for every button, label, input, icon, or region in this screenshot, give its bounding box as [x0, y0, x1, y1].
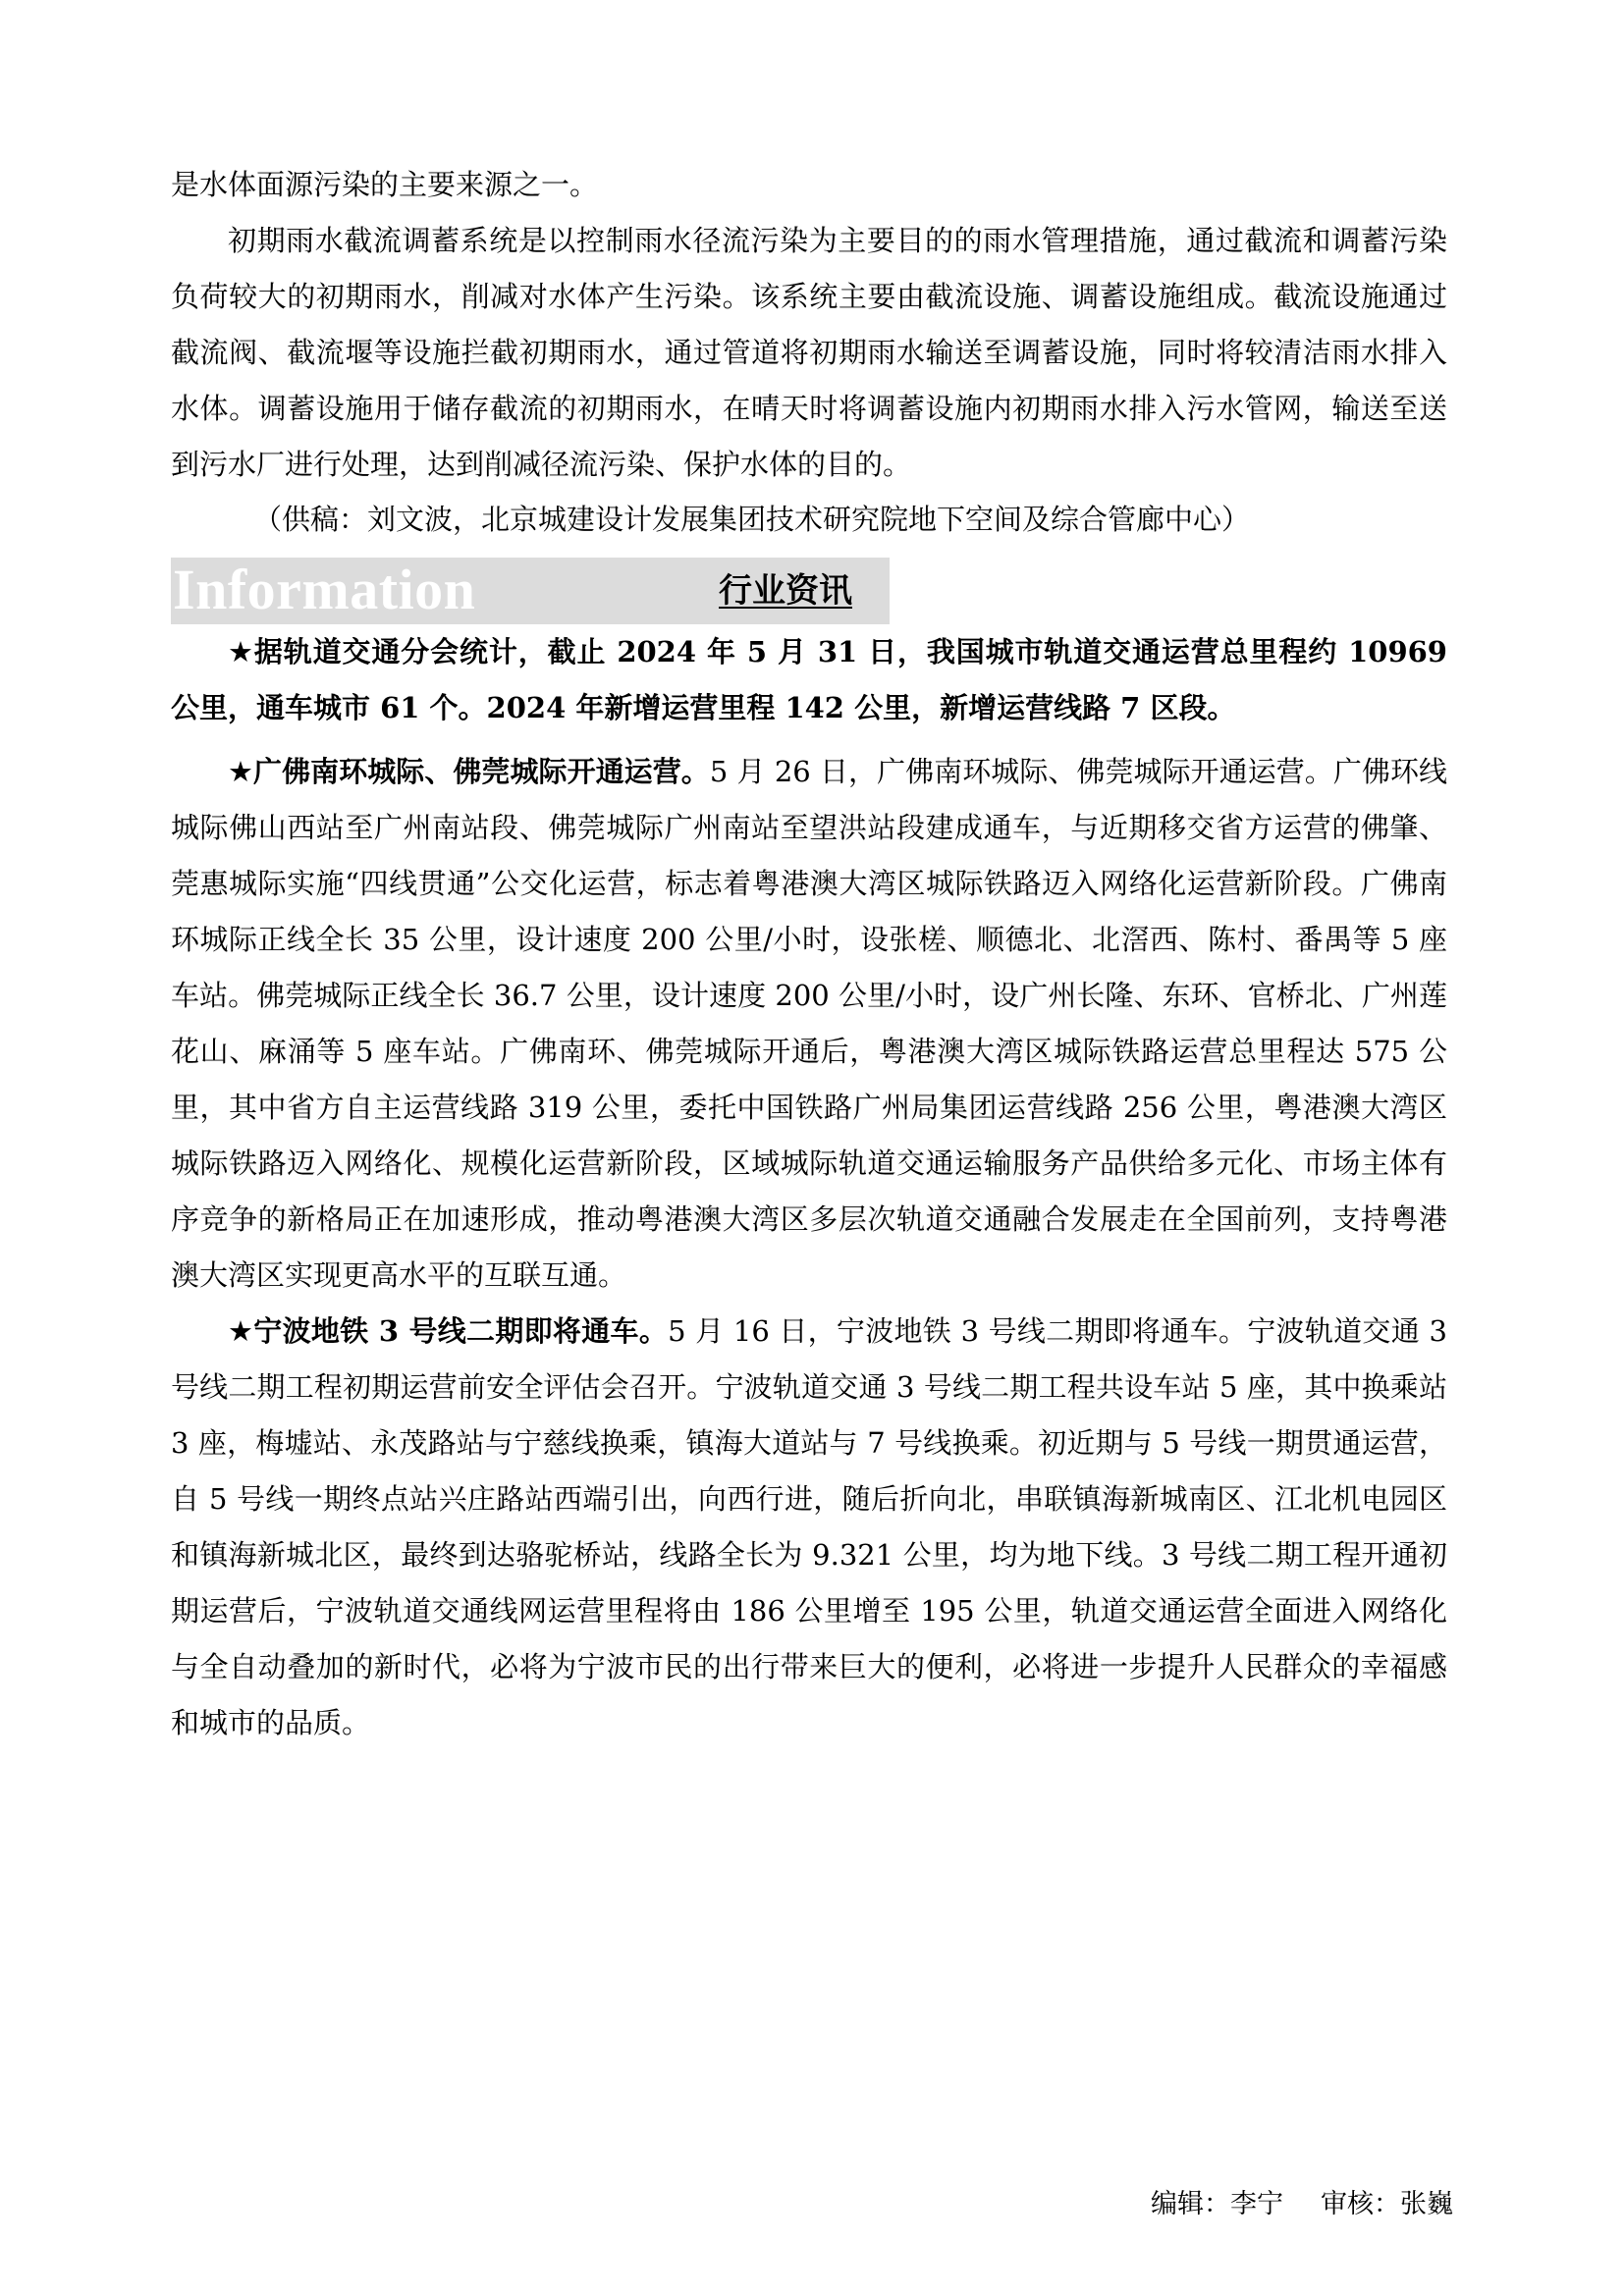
contributor-credit: （供稿：刘文波，北京城建设计发展集团技术研究院地下空间及综合管廊中心）	[253, 503, 1251, 536]
banner-section-title: 行业资讯	[719, 571, 852, 611]
footer-editor: 编辑：李宁	[1151, 2189, 1283, 2219]
news-item-statistics	[171, 624, 1447, 736]
footer-reviewer: 审核：张巍	[1321, 2189, 1453, 2219]
intro-paragraph-continued: 是水体面源污染的主要来源之一。	[171, 168, 599, 201]
star-icon: ★	[228, 755, 254, 788]
page-content	[171, 157, 1447, 1751]
news-item-headline: 宁波地铁 3 号线二期即将通车。	[253, 1314, 669, 1348]
page-footer	[1151, 2187, 1490, 2222]
intro-paragraph-stormwater: 初期雨水截流调蓄系统是以控制雨水径流污染为主要目的的雨水管理措施，通过截流和调蓄污染负荷较大的初期雨水，削减对水体产生污染。该系统主要由截流设施、调蓄设施组成。截流设施通过截流阀、截流堰等设施拦截初期雨水，通过管道将初期雨水输送至调蓄设施，同时将较清洁雨水排入水体。调蓄设施用于储存截流的初期雨水，在晴天时将调蓄设施内初期雨水排入污水管网，输送至送到污水厂进行处理，达到削减径流污染、保护水体的目的。	[171, 224, 1447, 481]
banner-english-title: Information	[173, 558, 476, 621]
news-item-headline: 广佛南环城际、佛莞城际开通运营。	[253, 755, 710, 788]
star-icon: ★	[228, 1314, 254, 1348]
star-icon: ★	[228, 635, 254, 668]
section-banner	[171, 558, 890, 624]
news-item-body: 5 月 16 日，宁波地铁 3 号线二期即将通车。宁波轨道交通 3 号线二期工程初期运营前安全评估会召开。宁波轨道交通 3 号线二期工程共设车站 5 座，其中换乘站 3 座，梅墟站、永茂路站与宁慈线换乘，镇海大道站与 7 号线换乘。初近期与 5 号线一期贯通运营，自 5 号线一期终点站兴庄路站西端引出，向西行进，随后折向北，串联镇海新城南区、江北机电园区和镇海新城北区，最终到达骆驼桥站，线路全长为 9.321 公里，均为地下线。3 号线二期工程开通初期运营后，宁波轨道交通线网运营里程将由 186 公里增至 195 公里，轨道交通运营全面进入网络化与全自动叠加的新时代，必将为宁波市民的出行带来巨大的便利，必将进一步提升人民群众的幸福感和城市的品质。	[171, 1314, 1447, 1739]
news-item-body: 5 月 26 日，广佛南环城际、佛莞城际开通运营。广佛环线城际佛山西站至广州南站段、佛莞城际广州南站至望洪站段建成通车，与近期移交省方运营的佛肇、莞惠城际实施“四线贯通”公交化运营，标志着粤港澳大湾区城际铁路迈入网络化运营新阶段。广佛南环城际正线全长 35 公里，设计速度 200 公里/小时，设张槎、顺德北、北滘西、陈村、番禺等 5 座车站。佛莞城际正线全长 36.7 公里，设计速度 200 公里/小时，设广州长隆、东环、官桥北、广州莲花山、麻涌等 5 座车站。广佛南环、佛莞城际开通后，粤港澳大湾区城际铁路运营总里程达 575 公里，其中省方自主运营线路 319 公里，委托中国铁路广州局集团运营线路 256 公里，粤港澳大湾区城际铁路迈入网络化、规模化运营新阶段，区域城际轨道交通运输服务产品供给多元化、市场主体有序竞争的新格局正在加速形成，推动粤港澳大湾区多层次轨道交通融合发展走在全国前列，支持粤港澳大湾区实现更高水平的互联互通。	[171, 755, 1447, 1292]
news-item-headline: 据轨道交通分会统计，截止 2024 年 5 月 31 日，我国城市轨道交通运营总里程约 10969 公里，通车城市 61 个。2024 年新增运营里程 142 公里，新增运营线路 7 区段。	[171, 635, 1447, 724]
news-item-ningbo	[171, 1304, 1447, 1751]
news-item-guangfo	[171, 744, 1447, 1304]
